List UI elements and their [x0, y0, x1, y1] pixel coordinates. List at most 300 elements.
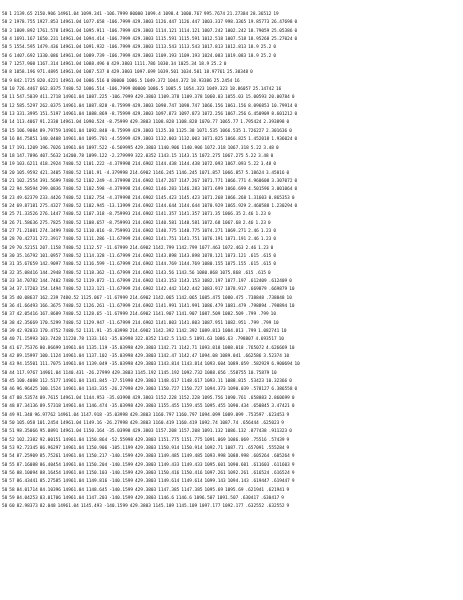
- data-value: 1097.522: [86, 145, 108, 151]
- data-value: 101.0957: [39, 253, 61, 259]
- data-value: 1101.91: [83, 170, 102, 176]
- data-value: 45: [9, 379, 15, 385]
- data-value: 1088.018: [222, 345, 244, 351]
- data-value: 0: [268, 270, 271, 276]
- data-value: 37.17203: [16, 287, 38, 293]
- data-value: 58: [2, 387, 8, 393]
- data-row: [2, 103, 461, 111]
- data-value: .621941: [245, 487, 265, 493]
- data-value: .799: [248, 320, 259, 326]
- data-value: 18.9: [248, 45, 259, 51]
- data-row: [2, 253, 461, 261]
- data-value: 2.46: [242, 212, 254, 218]
- data-value: 1098.747: [178, 103, 200, 109]
- data-value: 41: [9, 345, 15, 351]
- data-value: 13: [9, 112, 15, 118]
- data-value: 10.32366: [266, 379, 288, 385]
- data-value: 429.3803: [135, 362, 157, 368]
- data-value: -35.03998: [109, 404, 134, 410]
- data-value: 7: [9, 62, 12, 68]
- data-value: -105.1199: [109, 445, 134, 451]
- data-value: 1150.164: [83, 429, 105, 435]
- data-value: 1094.099: [199, 412, 221, 418]
- data-value: 58: [2, 354, 8, 360]
- data-value: 6: [9, 53, 12, 59]
- data-value: 34: [9, 287, 15, 293]
- data-value: 1142.392: [152, 329, 175, 335]
- data-value: 1109.378: [158, 95, 180, 101]
- data-value: -35.03998: [109, 345, 134, 351]
- data-value: 58: [2, 420, 8, 426]
- data-value: -11.67999: [106, 262, 131, 268]
- data-value: 1078.917: [225, 287, 247, 293]
- data-value: -8.75999: [109, 128, 131, 134]
- data-value: 10: [281, 329, 287, 335]
- data-row: [2, 311, 461, 319]
- data-value: 3.48: [258, 153, 269, 159]
- data-value: 1087.74: [219, 420, 239, 426]
- data-value: 429.3803: [129, 504, 151, 510]
- data-value: 89.79759: [39, 128, 61, 134]
- data-value: 429.3803: [132, 20, 154, 26]
- data-value: 1075.155: [225, 262, 247, 268]
- data-value: 1090.601: [227, 462, 249, 468]
- data-value: -26.27998: [103, 420, 128, 426]
- data-value: 1067.318: [227, 145, 249, 151]
- data-value: 0: [291, 404, 295, 410]
- data-value: 7480.52: [62, 195, 82, 201]
- data-value: 10.75879: [248, 370, 270, 376]
- data-value: 2150.906: [34, 12, 56, 17]
- data-value: 140.0408: [39, 137, 61, 143]
- data-row: [2, 445, 461, 453]
- data-value: 86.96297: [39, 445, 61, 451]
- data-value: 82.048: [39, 504, 56, 510]
- data-value: 40.08637: [16, 295, 38, 301]
- data-value: 1142.71: [158, 345, 177, 351]
- data-value: 1142.47: [158, 354, 177, 360]
- data-value: 1090.524: [83, 120, 105, 126]
- data-value: 14961.04: [57, 12, 79, 17]
- data-value: 1150.914: [158, 445, 180, 451]
- data-value: 19: [273, 12, 279, 17]
- data-value: .611603: [271, 462, 290, 468]
- data-value: 995.7674: [203, 12, 226, 17]
- data-value: 28.36512: [250, 12, 272, 17]
- data-row: [2, 412, 461, 420]
- data-value: -11.67999: [106, 279, 131, 284]
- data-value: -8.759993: [106, 220, 131, 226]
- data-value: 0: [294, 137, 298, 143]
- data-value: 31: [9, 262, 15, 268]
- data-value: 14961.04: [57, 412, 79, 418]
- data-value: 1142.799: [176, 245, 198, 251]
- data-value: 214.6902: [132, 262, 154, 268]
- data-value: 1144.953: [83, 395, 105, 401]
- data-value: 1927.853: [37, 20, 59, 26]
- data-value: 14961.04: [62, 470, 85, 476]
- data-value: 1147.267: [178, 178, 200, 184]
- data-value: -106.7999: [103, 12, 128, 17]
- data-value: 14961.04: [60, 120, 82, 126]
- data-value: 1067.256: [225, 112, 247, 118]
- data-value: 25.2: [260, 45, 272, 51]
- data-value: .738848: [266, 295, 285, 301]
- data-value: 1094.414: [83, 37, 105, 43]
- data-value: .615: [242, 270, 254, 276]
- data-value: 58: [2, 320, 8, 326]
- data-value: 14961.04: [62, 437, 85, 443]
- data-row: [2, 437, 461, 445]
- data-value: 1095.701: [86, 137, 108, 143]
- data-value: 1148.617: [181, 379, 203, 385]
- data-value: 1024.083: [201, 53, 223, 59]
- data-value: 80.86699: [39, 345, 61, 351]
- data-value: 1109.378: [181, 95, 203, 101]
- data-value: -35.03998: [103, 329, 128, 335]
- data-value: 1072.68: [201, 220, 221, 226]
- data-value: 1126.447: [155, 20, 177, 26]
- data-value: 58: [2, 495, 8, 501]
- data-value: 142.9097: [39, 262, 61, 268]
- data-value: -140.1599: [109, 495, 134, 501]
- data-value: 1088.496: [83, 62, 105, 68]
- data-value: 429.3803: [129, 420, 151, 426]
- data-value: 1113.543: [155, 45, 177, 51]
- data-value: -11.67999: [106, 270, 131, 276]
- data-value: 1069.271: [225, 228, 247, 234]
- data-value: 1102.598: [83, 187, 105, 193]
- data-value: 214.6902: [132, 279, 154, 284]
- data-value: 1097.261: [204, 470, 226, 476]
- data-value: 726.4467: [16, 87, 38, 93]
- data-value: 2: [9, 20, 12, 26]
- data-value: 1691.167: [13, 37, 36, 43]
- data-value: 7480.52: [62, 237, 82, 243]
- data-row: [2, 495, 461, 503]
- data-value: 1123.121: [83, 287, 105, 293]
- data-value: 1099.341: [80, 12, 102, 17]
- data-value: .612409: [268, 279, 288, 284]
- data-value: 71.33526: [16, 212, 38, 218]
- data-value: -11.67999: [103, 295, 128, 301]
- data-value: 58: [2, 62, 8, 68]
- data-value: 1114.121: [155, 28, 177, 34]
- data-value: 5.22: [245, 153, 257, 159]
- data-value: 16: [234, 78, 240, 84]
- data-value: 1090.039: [227, 387, 249, 393]
- data-value: .656444: [240, 420, 259, 426]
- data-value: 1650.231: [37, 37, 59, 43]
- data-value: 57: [9, 479, 15, 485]
- data-value: .630417: [260, 495, 280, 501]
- data-value: 1075.868: [219, 270, 241, 276]
- data-value: 1097.873: [155, 112, 177, 118]
- data-value: -35.03998: [103, 412, 128, 418]
- data-value: 1087.951: [201, 320, 223, 326]
- data-value: 1096.507: [193, 495, 216, 501]
- data-value: 14961.04: [60, 53, 82, 59]
- data-value: 1137.102: [86, 354, 108, 360]
- data-value: 1092.732: [181, 370, 203, 376]
- data-value: 1978.755: [13, 20, 36, 26]
- data-value: 429.3803: [111, 62, 133, 68]
- data-value: -35.03998: [106, 429, 131, 435]
- data-row: [2, 278, 461, 286]
- data-value: 14961.04: [60, 420, 82, 426]
- data-value: 1095.756: [201, 395, 223, 401]
- data-value: 1151.775: [181, 437, 203, 443]
- data-value: 1092.848: [86, 128, 108, 134]
- data-value: 15.00593: [245, 95, 267, 101]
- data-value: 7480.52: [62, 304, 82, 310]
- data-value: 59: [9, 495, 15, 501]
- data-value: 0: [273, 53, 276, 59]
- data-value: 1.936024: [271, 137, 293, 143]
- data-value: 1070.77: [199, 120, 218, 126]
- data-value: 102.2382: [16, 437, 38, 443]
- data-value: 16: [275, 87, 282, 93]
- data-value: .558755: [227, 370, 247, 376]
- data-value: 36: [9, 304, 15, 310]
- data-value: -8.75999: [109, 112, 131, 118]
- data-value: 14961.04: [62, 445, 85, 451]
- data-value: 272.3917: [39, 237, 61, 243]
- data-value: 0: [275, 145, 279, 151]
- data-value: 113.4067: [16, 120, 38, 126]
- data-value: 58: [2, 379, 8, 385]
- data-value: .662586: [242, 354, 262, 360]
- data-value: 1150.914: [181, 445, 203, 451]
- data-value: 7480.52: [62, 228, 82, 234]
- data-value: 85.27585: [39, 479, 61, 485]
- data-row: [2, 195, 461, 203]
- data-value: .669879: [268, 287, 288, 293]
- data-value: 1086.63: [214, 337, 233, 343]
- data-value: 1143.898: [155, 253, 177, 259]
- data-value: 1055.03: [225, 95, 244, 101]
- data-value: 1: [9, 12, 12, 17]
- data-value: .798894: [248, 304, 267, 310]
- data-value: 69.87181: [16, 203, 38, 209]
- data-value: 1086.516: [83, 78, 105, 84]
- data-row: [2, 86, 461, 94]
- data-value: 41.66493: [16, 304, 38, 310]
- data-value: 1081.479: [225, 304, 247, 310]
- data-value: 0: [273, 45, 276, 51]
- data-value: 1149.816: [86, 479, 108, 485]
- data-value: 1143.56: [176, 270, 195, 276]
- data-value: 1146.245: [152, 170, 175, 176]
- data-value: 10: [294, 362, 300, 368]
- data-value: -8.759993: [106, 212, 131, 218]
- data-value: .765072: [245, 345, 265, 351]
- data-value: .605264: [271, 454, 290, 460]
- data-value: 1065.929: [225, 203, 247, 209]
- data-value: 58: [2, 429, 8, 435]
- data-value: 1080.475: [222, 295, 244, 301]
- data-value: 1049.372: [144, 78, 166, 84]
- data-value: 58: [2, 237, 8, 243]
- data-value: 82.98373: [16, 504, 38, 510]
- data-value: 58: [2, 312, 8, 318]
- data-value: 18.79059: [248, 28, 270, 34]
- data-value: 2.860699: [268, 395, 290, 401]
- data-value: 35.08416: [16, 270, 38, 276]
- data-value: 1116.599: [83, 262, 105, 268]
- data-value: 1150.416: [181, 470, 203, 476]
- data-value: 214.6902: [129, 312, 151, 318]
- data-value: .669879: [248, 287, 267, 293]
- data-value: 58: [2, 337, 8, 343]
- data-value: 429.3803: [135, 379, 157, 385]
- data-value: 1094.373: [204, 387, 226, 393]
- data-value: 214.6902: [132, 187, 154, 193]
- data-value: 1149.485: [181, 454, 203, 460]
- data-value: 1066.771: [225, 178, 247, 184]
- data-value: 3: [9, 28, 12, 34]
- data-value: 101.2454: [37, 420, 59, 426]
- data-value: 1094.143: [227, 479, 249, 485]
- data-value: 37: [9, 312, 15, 318]
- data-value: 58: [2, 454, 8, 460]
- data-row: [2, 462, 461, 470]
- data-value: 1141.751: [155, 237, 177, 243]
- data-value: 1141.845: [86, 379, 108, 385]
- data-value: 1115.591: [178, 37, 200, 43]
- data-value: 14961.04: [62, 404, 85, 410]
- data-value: 11220.78: [62, 337, 85, 343]
- data-value: 1144.438: [155, 162, 177, 168]
- data-value: 214.6902: [132, 203, 154, 209]
- data-value: .75516: [250, 437, 267, 443]
- data-row: [2, 403, 461, 411]
- data-row: [2, 303, 461, 311]
- data-value: 1007.242: [201, 28, 223, 34]
- data-value: 1054.323: [183, 87, 205, 93]
- data-value: 1.082741: [258, 329, 280, 335]
- data-value: .612409: [248, 279, 267, 284]
- data-value: -4.379998: [106, 178, 131, 184]
- data-value: 1073.121: [225, 253, 247, 259]
- data-value: 429.3803: [132, 37, 154, 43]
- data-value: .605264: [250, 454, 270, 460]
- data-value: 1139.049: [86, 362, 108, 368]
- data-value: 1141.907: [176, 312, 198, 318]
- data-value: 1066.857: [222, 170, 244, 176]
- data-value: .799: [260, 320, 272, 326]
- data-value: .630417: [240, 495, 259, 501]
- data-value: -26.27998: [109, 387, 134, 393]
- data-value: 40: [9, 337, 15, 343]
- data-value: 1148.617: [158, 379, 180, 385]
- data-value: 214.6902: [132, 228, 154, 234]
- data-value: 1072.256: [201, 112, 223, 118]
- data-value: 58: [2, 479, 8, 485]
- data-value: 1088.815: [225, 379, 247, 385]
- data-value: 1030.34: [157, 62, 177, 68]
- data-value: 1091.932: [83, 45, 105, 51]
- data-value: 1084.813: [222, 329, 244, 335]
- data-value: 1147.385: [181, 487, 203, 493]
- data-value: 1141.803: [178, 320, 200, 326]
- data-value: .616524: [250, 470, 270, 476]
- data-value: 100.1524: [39, 387, 61, 393]
- data-value: .619447: [271, 479, 290, 485]
- data-value: .611603: [250, 462, 270, 468]
- data-value: 7480.52: [62, 178, 82, 184]
- data-value: 1135.119: [86, 345, 108, 351]
- data-value: 214.6902: [132, 304, 154, 310]
- data-value: 1085.5: [165, 87, 182, 93]
- data-value: 1142.442: [178, 287, 200, 293]
- data-value: 842.1725: [13, 78, 36, 84]
- data-row: [2, 245, 461, 253]
- data-value: .799: [245, 329, 257, 335]
- data-value: 1089.739: [83, 53, 105, 59]
- data-value: 1143.814: [181, 362, 203, 368]
- data-value: 1087.537: [83, 70, 105, 76]
- data-value: 1143.814: [158, 362, 180, 368]
- data-value: 1088.998: [227, 454, 249, 460]
- data-value: -140.1599: [109, 487, 134, 493]
- data-value: 1125.067: [80, 295, 102, 301]
- data-value: 1110.016: [83, 228, 105, 234]
- data-value: 71.21081: [16, 228, 38, 234]
- data-value: 429.3803: [135, 495, 157, 501]
- data-value: 1019.083: [225, 53, 247, 59]
- data-value: 1091.132: [201, 429, 223, 435]
- data-row: [2, 428, 461, 436]
- data-value: 429.3803: [135, 445, 157, 451]
- data-value: .658883: [248, 395, 267, 401]
- data-value: 80000: [132, 87, 146, 93]
- data-value: 58: [2, 462, 8, 468]
- data-row: [2, 420, 461, 428]
- data-value: 14961.04: [60, 20, 82, 26]
- data-value: 1143.335: [86, 387, 108, 393]
- data-value: 88.16454: [39, 470, 61, 476]
- data-value: 58: [2, 112, 8, 118]
- data-value: 1067.093: [225, 162, 247, 168]
- data-value: 998.3365: [225, 20, 247, 26]
- data-value: 14961.04: [62, 95, 85, 101]
- data-value: 1132.003: [178, 137, 200, 143]
- data-value: 14961.04: [62, 128, 85, 134]
- data-value: 44: [9, 370, 15, 376]
- data-value: 7480.52: [62, 270, 82, 276]
- data-value: 106.9084: [16, 128, 38, 134]
- data-value: 112.5177: [39, 379, 61, 385]
- data-value: -35.03998: [109, 337, 134, 343]
- data-value: 1066.35: [222, 212, 241, 218]
- data-value: 0: [291, 95, 295, 101]
- data-value: 14: [9, 120, 15, 126]
- data-value: 429.3803: [129, 120, 151, 126]
- data-value: 1066.268: [225, 195, 247, 201]
- data-value: 58: [2, 404, 8, 410]
- data-value: 1150.416: [158, 470, 180, 476]
- data-value: 1157.208: [178, 429, 200, 435]
- data-value: 0: [106, 78, 110, 84]
- data-value: 1086.5: [126, 78, 143, 84]
- data-value: 1479.436: [37, 45, 59, 51]
- data-value: 1111.786: [134, 62, 156, 68]
- data-value: 1142.5: [158, 337, 175, 343]
- data-value: 1147.385: [158, 487, 180, 493]
- data-value: 429.3803: [135, 470, 157, 476]
- data-value: 58: [2, 445, 8, 451]
